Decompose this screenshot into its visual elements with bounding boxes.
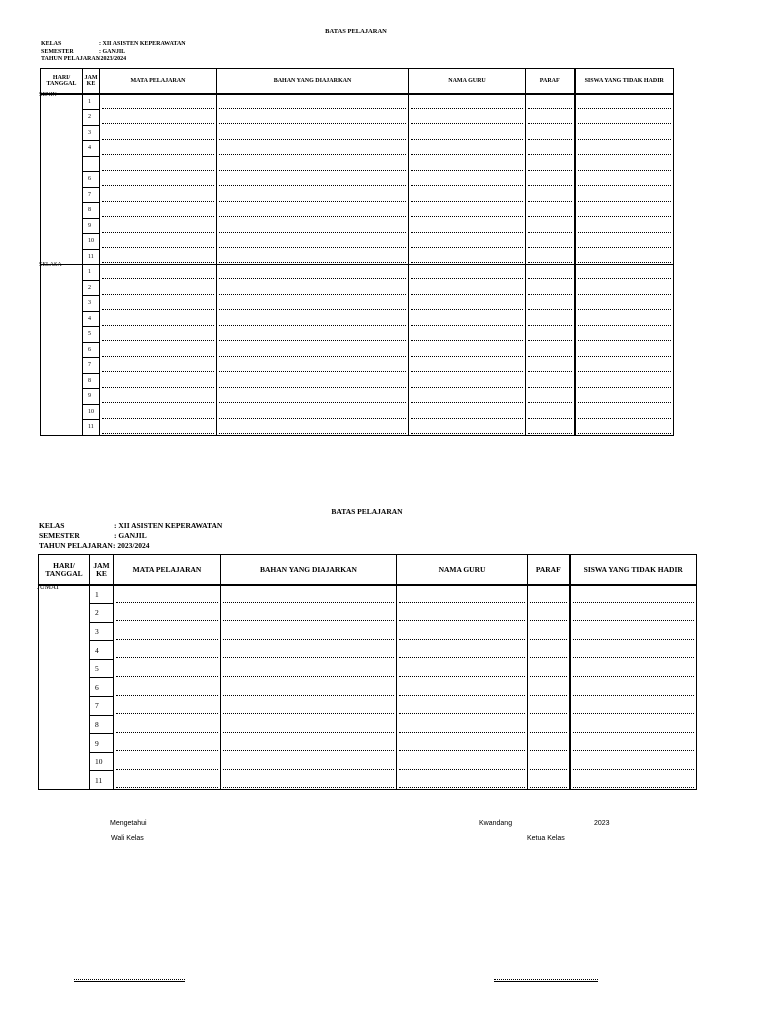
absen-cell[interactable] xyxy=(575,311,674,327)
mapel-cell[interactable] xyxy=(100,296,217,312)
paraf-cell[interactable] xyxy=(526,249,575,265)
day-label: SELASA xyxy=(39,262,62,268)
period-number: 9 xyxy=(90,734,114,753)
period-number: 5 xyxy=(90,659,114,678)
table-row xyxy=(41,172,674,188)
guru-cell[interactable] xyxy=(409,203,526,219)
bahan-cell[interactable] xyxy=(221,771,397,790)
absen-cell[interactable] xyxy=(570,678,697,697)
guru-cell[interactable] xyxy=(397,771,528,790)
table-row xyxy=(41,141,674,157)
bahan-cell[interactable] xyxy=(217,389,409,405)
mapel-cell[interactable] xyxy=(100,358,217,374)
header-hari: HARI/ TANGGAL xyxy=(41,69,83,95)
mapel-cell[interactable] xyxy=(100,141,217,157)
mapel-cell[interactable] xyxy=(100,94,217,110)
period-number xyxy=(83,156,100,172)
kelas-label: KELAS xyxy=(41,41,62,47)
mapel-cell[interactable] xyxy=(100,125,217,141)
period-number: 1 xyxy=(90,585,114,604)
mapel-cell[interactable] xyxy=(114,715,221,734)
absen-cell[interactable] xyxy=(570,585,697,604)
bahan-cell[interactable] xyxy=(217,203,409,219)
absen-cell[interactable] xyxy=(575,358,674,374)
period-number: 9 xyxy=(83,389,100,405)
bahan-cell[interactable] xyxy=(217,342,409,358)
bahan-cell[interactable] xyxy=(217,156,409,172)
header-absen: SISWA YANG TIDAK HADIR xyxy=(575,69,674,95)
absen-cell[interactable] xyxy=(575,125,674,141)
mapel-cell[interactable] xyxy=(114,752,221,771)
table-row xyxy=(39,678,697,697)
guru-cell[interactable] xyxy=(409,94,526,110)
wali-kelas-text: Wali Kelas xyxy=(111,835,144,842)
semester-label: SEMESTER xyxy=(39,531,80,540)
mapel-cell[interactable] xyxy=(114,697,221,716)
paraf-cell[interactable] xyxy=(528,641,570,660)
table-row xyxy=(41,280,674,296)
guru-cell[interactable] xyxy=(397,734,528,753)
wali-kelas-signature-line xyxy=(74,979,185,980)
tahun-value: : 2023/2024 xyxy=(113,541,150,550)
table-row xyxy=(41,94,674,110)
table-row xyxy=(41,218,674,234)
absen-cell[interactable] xyxy=(575,234,674,250)
absen-cell[interactable] xyxy=(575,141,674,157)
guru-cell[interactable] xyxy=(409,187,526,203)
guru-cell[interactable] xyxy=(409,249,526,265)
table-row xyxy=(41,110,674,126)
table-row xyxy=(39,697,697,716)
period-number: 8 xyxy=(83,373,100,389)
period-number: 3 xyxy=(90,622,114,641)
guru-cell[interactable] xyxy=(409,141,526,157)
bahan-cell[interactable] xyxy=(221,585,397,604)
guru-cell[interactable] xyxy=(409,172,526,188)
bahan-cell[interactable] xyxy=(217,94,409,110)
absen-cell[interactable] xyxy=(575,218,674,234)
absen-cell[interactable] xyxy=(570,752,697,771)
mapel-cell[interactable] xyxy=(100,249,217,265)
table-row xyxy=(41,342,674,358)
bahan-cell[interactable] xyxy=(217,249,409,265)
table-row xyxy=(41,373,674,389)
table-row xyxy=(41,358,674,374)
guru-cell[interactable] xyxy=(409,389,526,405)
bahan-cell[interactable] xyxy=(221,678,397,697)
mapel-cell[interactable] xyxy=(100,203,217,219)
tahun-value: : 2023/2024 xyxy=(97,56,127,62)
paraf-cell[interactable] xyxy=(526,156,575,172)
table-row xyxy=(41,187,674,203)
header-guru: NAMA GURU xyxy=(409,69,526,95)
guru-cell[interactable] xyxy=(397,697,528,716)
guru-cell[interactable] xyxy=(397,715,528,734)
header-paraf: PARAF xyxy=(528,555,570,586)
section2-info xyxy=(39,521,259,551)
guru-cell[interactable] xyxy=(397,678,528,697)
paraf-cell[interactable] xyxy=(528,604,570,623)
absen-cell[interactable] xyxy=(575,373,674,389)
table-row xyxy=(39,585,697,604)
table-row xyxy=(39,622,697,641)
mapel-cell[interactable] xyxy=(100,420,217,436)
guru-cell[interactable] xyxy=(397,585,528,604)
table-row xyxy=(39,715,697,734)
section1-title: BATAS PELAJARAN xyxy=(325,28,387,35)
bahan-cell[interactable] xyxy=(217,187,409,203)
header-absen: SISWA YANG TIDAK HADIR xyxy=(570,555,697,586)
header-bahan: BAHAN YANG DIAJARKAN xyxy=(217,69,409,95)
period-number: 8 xyxy=(90,715,114,734)
paraf-cell[interactable] xyxy=(526,203,575,219)
period-number: 6 xyxy=(83,342,100,358)
kelas-label: KELAS xyxy=(39,521,65,530)
bahan-cell[interactable] xyxy=(221,697,397,716)
semester-value: : GANJIL xyxy=(99,48,126,55)
section2-table-body xyxy=(39,585,697,790)
absen-cell[interactable] xyxy=(575,404,674,420)
guru-cell[interactable] xyxy=(409,296,526,312)
bahan-cell[interactable] xyxy=(217,172,409,188)
table-row xyxy=(39,659,697,678)
paraf-cell[interactable] xyxy=(528,678,570,697)
period-number: 7 xyxy=(83,187,100,203)
period-number: 7 xyxy=(90,697,114,716)
absen-cell[interactable] xyxy=(575,280,674,296)
day-cell xyxy=(39,585,90,790)
guru-cell[interactable] xyxy=(409,311,526,327)
bahan-cell[interactable] xyxy=(217,218,409,234)
absen-cell[interactable] xyxy=(575,327,674,343)
paraf-cell[interactable] xyxy=(526,187,575,203)
bahan-cell[interactable] xyxy=(217,234,409,250)
absen-cell[interactable] xyxy=(575,265,674,281)
mapel-cell[interactable] xyxy=(114,622,221,641)
bahan-cell[interactable] xyxy=(217,311,409,327)
section1-schedule-table xyxy=(40,68,674,436)
mapel-cell[interactable] xyxy=(114,734,221,753)
table-row xyxy=(41,420,674,436)
place-text: Kwandang xyxy=(479,820,513,827)
absen-cell[interactable] xyxy=(570,604,697,623)
paraf-cell[interactable] xyxy=(526,234,575,250)
paraf-cell[interactable] xyxy=(526,280,575,296)
section1-table-body xyxy=(41,94,674,435)
paraf-cell[interactable] xyxy=(526,265,575,281)
paraf-cell[interactable] xyxy=(526,342,575,358)
kelas-value: : XII ASISTEN KEPERAWATAN xyxy=(99,41,186,47)
bahan-cell[interactable] xyxy=(217,296,409,312)
period-number: 3 xyxy=(83,125,100,141)
bahan-cell[interactable] xyxy=(221,641,397,660)
absen-cell[interactable] xyxy=(570,641,697,660)
period-number: 6 xyxy=(83,172,100,188)
header-jam: JAM KE xyxy=(83,69,100,95)
paraf-cell[interactable] xyxy=(528,659,570,678)
bahan-cell[interactable] xyxy=(217,110,409,126)
table-row xyxy=(41,125,674,141)
paraf-cell[interactable] xyxy=(526,327,575,343)
paraf-cell[interactable] xyxy=(526,110,575,126)
mapel-cell[interactable] xyxy=(100,234,217,250)
paraf-cell[interactable] xyxy=(526,404,575,420)
paraf-cell[interactable] xyxy=(526,358,575,374)
guru-cell[interactable] xyxy=(397,659,528,678)
table-row xyxy=(41,265,674,281)
table-row xyxy=(39,641,697,660)
mengetahui-text: Mengetahui xyxy=(110,820,147,827)
period-number: 4 xyxy=(90,641,114,660)
table-row xyxy=(41,296,674,312)
bahan-cell[interactable] xyxy=(221,752,397,771)
mapel-cell[interactable] xyxy=(100,280,217,296)
tahun-label: TAHUN PELAJARAN xyxy=(39,541,113,550)
bahan-cell[interactable] xyxy=(217,327,409,343)
period-number: 5 xyxy=(83,327,100,343)
paraf-cell[interactable] xyxy=(528,715,570,734)
guru-cell[interactable] xyxy=(397,604,528,623)
mapel-cell[interactable] xyxy=(114,641,221,660)
semester-value: : GANJIL xyxy=(114,531,147,540)
guru-cell[interactable] xyxy=(409,373,526,389)
period-number: 11 xyxy=(83,420,100,436)
period-number: 4 xyxy=(83,141,100,157)
header-mapel: MATA PELAJARAN xyxy=(100,69,217,95)
paraf-cell[interactable] xyxy=(526,141,575,157)
guru-cell[interactable] xyxy=(409,234,526,250)
absen-cell[interactable] xyxy=(570,734,697,753)
period-number: 11 xyxy=(90,771,114,790)
day-cell xyxy=(41,94,83,265)
bahan-cell[interactable] xyxy=(221,715,397,734)
table-row xyxy=(41,311,674,327)
guru-cell[interactable] xyxy=(409,265,526,281)
bahan-cell[interactable] xyxy=(217,280,409,296)
table-row xyxy=(41,249,674,265)
header-jam: JAM KE xyxy=(90,555,114,586)
kelas-value: : XII ASISTEN KEPERAWATAN xyxy=(114,521,223,530)
absen-cell[interactable] xyxy=(575,389,674,405)
bahan-cell[interactable] xyxy=(217,141,409,157)
absen-cell[interactable] xyxy=(575,342,674,358)
mapel-cell[interactable] xyxy=(100,342,217,358)
table-row xyxy=(39,604,697,623)
period-number: 3 xyxy=(83,296,100,312)
period-number: 10 xyxy=(83,404,100,420)
paraf-cell[interactable] xyxy=(526,311,575,327)
header-bahan: BAHAN YANG DIAJARKAN xyxy=(221,555,397,586)
table-row xyxy=(39,734,697,753)
absen-cell[interactable] xyxy=(570,697,697,716)
header-mapel: MATA PELAJARAN xyxy=(114,555,221,586)
absen-cell[interactable] xyxy=(570,622,697,641)
paraf-cell[interactable] xyxy=(526,94,575,110)
guru-cell[interactable] xyxy=(409,404,526,420)
absen-cell[interactable] xyxy=(575,203,674,219)
bahan-cell[interactable] xyxy=(221,659,397,678)
mapel-cell[interactable] xyxy=(100,156,217,172)
mapel-cell[interactable] xyxy=(100,110,217,126)
header-hari: HARI/ TANGGAL xyxy=(39,555,90,586)
paraf-cell[interactable] xyxy=(528,697,570,716)
mapel-cell[interactable] xyxy=(114,659,221,678)
absen-cell[interactable] xyxy=(575,110,674,126)
day-cell xyxy=(39,262,83,436)
mapel-cell[interactable] xyxy=(114,604,221,623)
guru-cell[interactable] xyxy=(409,218,526,234)
section1-info xyxy=(41,41,241,65)
header-paraf: PARAF xyxy=(526,69,575,95)
day-label: JUMAT xyxy=(37,583,60,591)
tahun-label: TAHUN PELAJARAN xyxy=(41,56,101,62)
mapel-cell[interactable] xyxy=(100,187,217,203)
paraf-cell[interactable] xyxy=(528,771,570,790)
bahan-cell[interactable] xyxy=(217,404,409,420)
absen-cell[interactable] xyxy=(570,715,697,734)
period-number: 9 xyxy=(83,218,100,234)
period-number: 7 xyxy=(83,358,100,374)
period-number: 1 xyxy=(83,265,100,281)
guru-cell[interactable] xyxy=(397,622,528,641)
absen-cell[interactable] xyxy=(575,94,674,110)
table-row xyxy=(41,203,674,219)
period-number: 2 xyxy=(83,110,100,126)
bahan-cell[interactable] xyxy=(217,358,409,374)
mapel-cell[interactable] xyxy=(100,172,217,188)
absen-cell[interactable] xyxy=(575,172,674,188)
ketua-kelas-signature-line xyxy=(494,979,598,980)
guru-cell[interactable] xyxy=(409,125,526,141)
paraf-cell[interactable] xyxy=(528,622,570,641)
period-number: 10 xyxy=(83,234,100,250)
absen-cell[interactable] xyxy=(575,249,674,265)
bahan-cell[interactable] xyxy=(217,373,409,389)
period-number: 2 xyxy=(83,280,100,296)
absen-cell[interactable] xyxy=(575,156,674,172)
paraf-cell[interactable] xyxy=(526,389,575,405)
semester-label: SEMESTER xyxy=(41,48,74,55)
ketua-kelas-text: Ketua Kelas xyxy=(527,835,565,842)
mapel-cell[interactable] xyxy=(100,311,217,327)
bahan-cell[interactable] xyxy=(217,420,409,436)
absen-cell[interactable] xyxy=(575,187,674,203)
mapel-cell[interactable] xyxy=(100,404,217,420)
paraf-cell[interactable] xyxy=(528,752,570,771)
mapel-cell[interactable] xyxy=(100,389,217,405)
period-number: 4 xyxy=(83,311,100,327)
paraf-cell[interactable] xyxy=(528,734,570,753)
guru-cell[interactable] xyxy=(409,358,526,374)
bahan-cell[interactable] xyxy=(221,734,397,753)
bahan-cell[interactable] xyxy=(221,604,397,623)
period-number: 10 xyxy=(90,752,114,771)
table-row xyxy=(41,327,674,343)
paraf-cell[interactable] xyxy=(526,125,575,141)
period-number: 11 xyxy=(83,249,100,265)
mapel-cell[interactable] xyxy=(100,218,217,234)
mapel-cell[interactable] xyxy=(114,678,221,697)
table-row xyxy=(41,156,674,172)
mapel-cell[interactable] xyxy=(114,771,221,790)
absen-cell[interactable] xyxy=(575,296,674,312)
absen-cell[interactable] xyxy=(570,659,697,678)
table-row xyxy=(41,234,674,250)
day-label: SENIN xyxy=(39,92,57,98)
header-guru: NAMA GURU xyxy=(397,555,528,586)
year-text: 2023 xyxy=(594,820,610,827)
guru-cell[interactable] xyxy=(409,156,526,172)
guru-cell[interactable] xyxy=(409,327,526,343)
guru-cell[interactable] xyxy=(409,280,526,296)
guru-cell[interactable] xyxy=(409,420,526,436)
bahan-cell[interactable] xyxy=(221,622,397,641)
period-number: 6 xyxy=(90,678,114,697)
mapel-cell[interactable] xyxy=(100,265,217,281)
section2-schedule-table xyxy=(38,554,697,790)
guru-cell[interactable] xyxy=(409,342,526,358)
period-number: 1 xyxy=(83,94,100,110)
guru-cell[interactable] xyxy=(397,641,528,660)
mapel-cell[interactable] xyxy=(114,585,221,604)
mapel-cell[interactable] xyxy=(100,373,217,389)
absen-cell[interactable] xyxy=(575,420,674,436)
paraf-cell[interactable] xyxy=(526,172,575,188)
mapel-cell[interactable] xyxy=(100,327,217,343)
paraf-cell[interactable] xyxy=(528,585,570,604)
bahan-cell[interactable] xyxy=(217,265,409,281)
guru-cell[interactable] xyxy=(397,752,528,771)
period-number: 2 xyxy=(90,604,114,623)
table-row xyxy=(41,389,674,405)
absen-cell[interactable] xyxy=(570,771,697,790)
paraf-cell[interactable] xyxy=(526,218,575,234)
table-row xyxy=(39,771,697,790)
paraf-cell[interactable] xyxy=(526,373,575,389)
table-row xyxy=(41,404,674,420)
period-number: 8 xyxy=(83,203,100,219)
section2-title: BATAS PELAJARAN xyxy=(331,507,403,516)
table-row xyxy=(39,752,697,771)
paraf-cell[interactable] xyxy=(526,420,575,436)
bahan-cell[interactable] xyxy=(217,125,409,141)
guru-cell[interactable] xyxy=(409,110,526,126)
paraf-cell[interactable] xyxy=(526,296,575,312)
